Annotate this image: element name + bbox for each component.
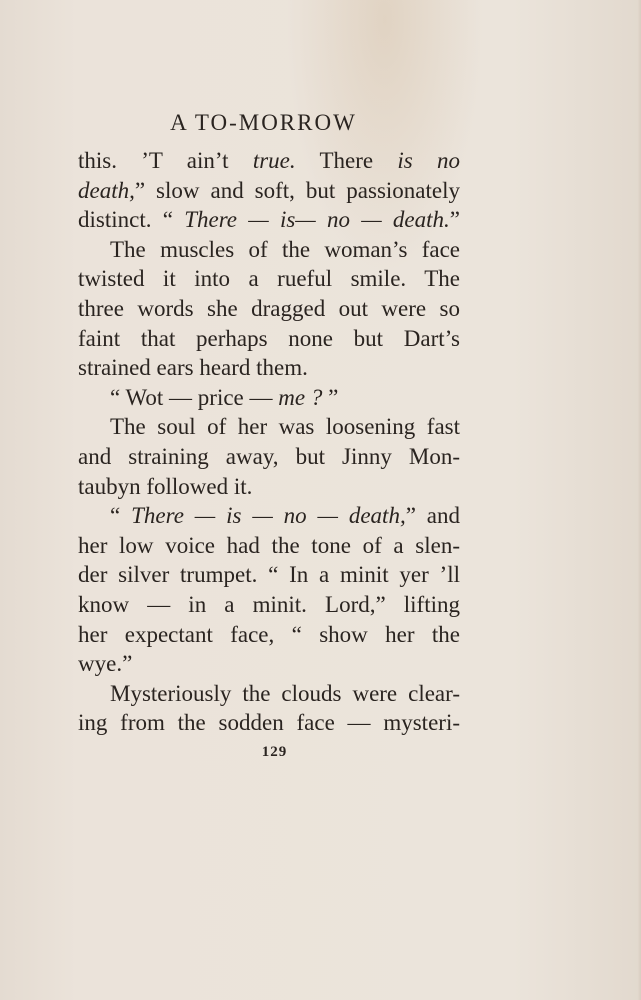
text-line [78,294,460,324]
text-line [78,146,460,176]
text-run: der silver trumpet. “ In a minit yer ’ll [78,562,460,588]
text-run: her expectant face, “ show her the [78,621,460,647]
text-run: know — in a minit. Lord,” lifting [78,591,460,617]
text-line [78,531,460,561]
text-line [78,324,460,354]
text-line [78,205,460,235]
running-head: A TO-MORROW [170,110,357,135]
text-run: ” [449,207,460,233]
text-line [78,176,460,206]
text-line [78,649,460,679]
text-run: “ [110,503,132,529]
text-run: twisted it into a rueful smile. The [78,266,460,292]
text-run: ing from the sodden face — mysteri- [78,710,460,736]
italic-text: is [397,148,413,173]
text-line [78,501,460,531]
text-run: taubyn followed it. [78,473,253,499]
text-run: ” slow and soft, but passionately [134,177,460,203]
italic-text: There — is— no — death. [184,207,450,233]
text-line [78,590,460,620]
text-run: three words she dragged out were so [78,295,460,321]
text-line [78,708,460,738]
text-line [78,472,460,502]
text-run: this. ’T ain’t [78,148,253,173]
text-run: ” and [405,503,460,529]
page-edge [637,0,641,1000]
text-run: There [295,148,398,173]
body-text [78,146,460,738]
text-line [78,620,460,650]
italic-text: me ? [278,384,323,410]
text-line [78,412,460,442]
text-line [78,264,460,294]
text-run: distinct. “ [78,207,185,233]
text-line [78,442,460,472]
text-line [78,383,460,413]
italic-text: true. [252,148,296,173]
text-run: ” [322,384,339,410]
text-run: wye.” [78,651,133,677]
text-run: The soul of her was loosening fast [110,414,460,440]
text-run: her low voice had the tone of a slen- [78,532,460,558]
text-run: faint that perhaps none but Dart’s [78,325,460,351]
text-run: The muscles of the woman’s face [110,236,460,262]
text-run: “ Wot — price — [110,384,279,410]
text-line [78,353,460,383]
italic-text: death, [78,177,135,203]
text-line [78,235,460,265]
text-run: and straining away, but Jinny Mon- [78,443,460,469]
page-number: 129 [261,744,288,760]
text-run: Mysteriously the clouds were clear- [110,680,460,706]
italic-text: There — is — no — death, [131,503,406,529]
text-run: strained ears heard them. [78,355,308,381]
text-run [413,148,437,173]
text-line [78,679,460,709]
italic-text: no [437,148,460,173]
text-line [78,560,460,590]
